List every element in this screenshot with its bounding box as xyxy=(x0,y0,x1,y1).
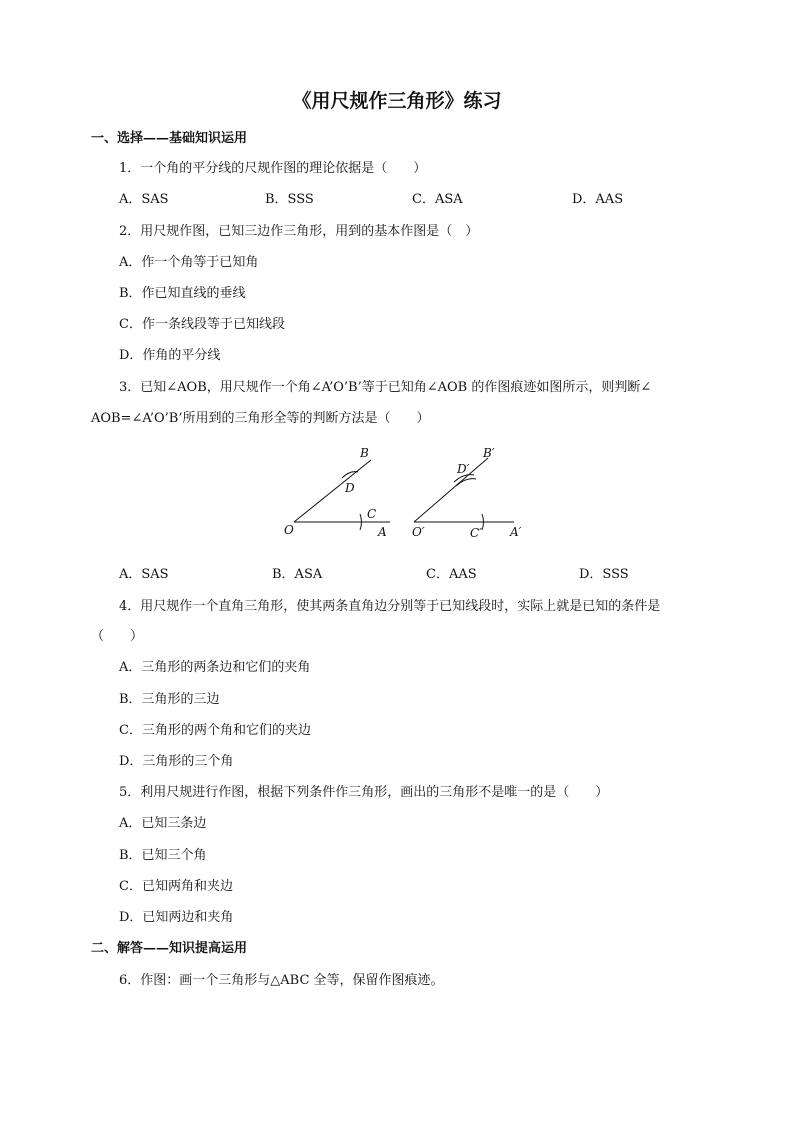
question-4-stem-line1: 4．用尺规作一个直角三角形，使其两条直角边分别等于已知线段时，实际上就是已知的条件是 xyxy=(119,599,661,614)
q3-option-a: A．SAS xyxy=(119,567,169,582)
label-a2: A′ xyxy=(510,525,522,539)
angle-construction-figure xyxy=(270,440,540,545)
q4-option-c: C．三角形的两个角和它们的夹边 xyxy=(119,723,311,738)
section-heading-answer: 二、解答——知识提高运用 xyxy=(91,941,248,956)
q2-option-b: B．作已知直线的垂线 xyxy=(119,286,246,301)
section-heading-choice: 一、选择——基础知识运用 xyxy=(91,131,248,146)
question-2-stem: 2．用尺规作图，已知三边作三角形，用到的基本作图是（ ） xyxy=(119,224,479,239)
q1-option-d: D．AAS xyxy=(572,192,624,207)
ray-o2b2 xyxy=(414,458,488,522)
ray-ob xyxy=(294,460,371,522)
label-o2: O′ xyxy=(412,525,425,539)
q1-option-b: B．SSS xyxy=(265,192,314,207)
q2-option-d: D．作角的平分线 xyxy=(119,348,221,363)
question-3-stem-line2: AOB=∠A’O’B’所用到的三角形全等的判断方法是（ ） xyxy=(91,411,430,426)
q5-option-c: C．已知两角和夹边 xyxy=(119,879,233,894)
q3-option-d: D．SSS xyxy=(579,567,629,582)
question-3-stem-line1: 3．已知∠AOB，用尺规作一个角∠A’O’B’等于已知角∠AOB 的作图痕迹如图所示，则判断∠ xyxy=(119,380,652,395)
q5-option-d: D．已知两边和夹角 xyxy=(119,910,234,925)
q1-option-a: A．SAS xyxy=(119,192,169,207)
label-b2: B′ xyxy=(483,446,495,460)
question-4-stem-line2: （ ） xyxy=(91,629,144,644)
q5-option-a: A．已知三条边 xyxy=(119,816,207,831)
arc-at-d2-2 xyxy=(456,479,476,486)
q4-option-d: D．三角形的三个角 xyxy=(119,754,234,769)
label-o: O xyxy=(284,523,294,537)
page-title: 《用尺规作三角形》练习 xyxy=(292,90,502,112)
q4-option-a: A．三角形的两条边和它们的夹角 xyxy=(119,660,311,675)
q3-option-c: C．AAS xyxy=(426,567,477,582)
q5-option-b: B．已知三个角 xyxy=(119,848,207,863)
label-c2: C′ xyxy=(470,526,482,540)
label-c: C xyxy=(367,507,377,521)
q1-option-c: C．ASA xyxy=(412,192,463,207)
q2-option-a: A．作一个角等于已知角 xyxy=(119,255,259,270)
label-b: B xyxy=(360,446,369,460)
label-d: D xyxy=(345,481,355,495)
q2-option-c: C．作一条线段等于已知线段 xyxy=(119,317,285,332)
q4-option-b: B．三角形的三边 xyxy=(119,692,220,707)
label-d2: D′ xyxy=(457,462,470,476)
question-6-stem: 6．作图：画一个三角形与△ABC 全等，保留作图痕迹。 xyxy=(119,973,444,988)
question-5-stem: 5．利用尺规进行作图，根据下列条件作三角形，画出的三角形不是唯一的是（ ） xyxy=(119,785,609,800)
q3-option-b: B．ASA xyxy=(272,567,323,582)
question-1-stem: 1．一个角的平分线的尺规作图的理论依据是（ ） xyxy=(119,161,427,176)
label-a: A xyxy=(378,525,387,539)
